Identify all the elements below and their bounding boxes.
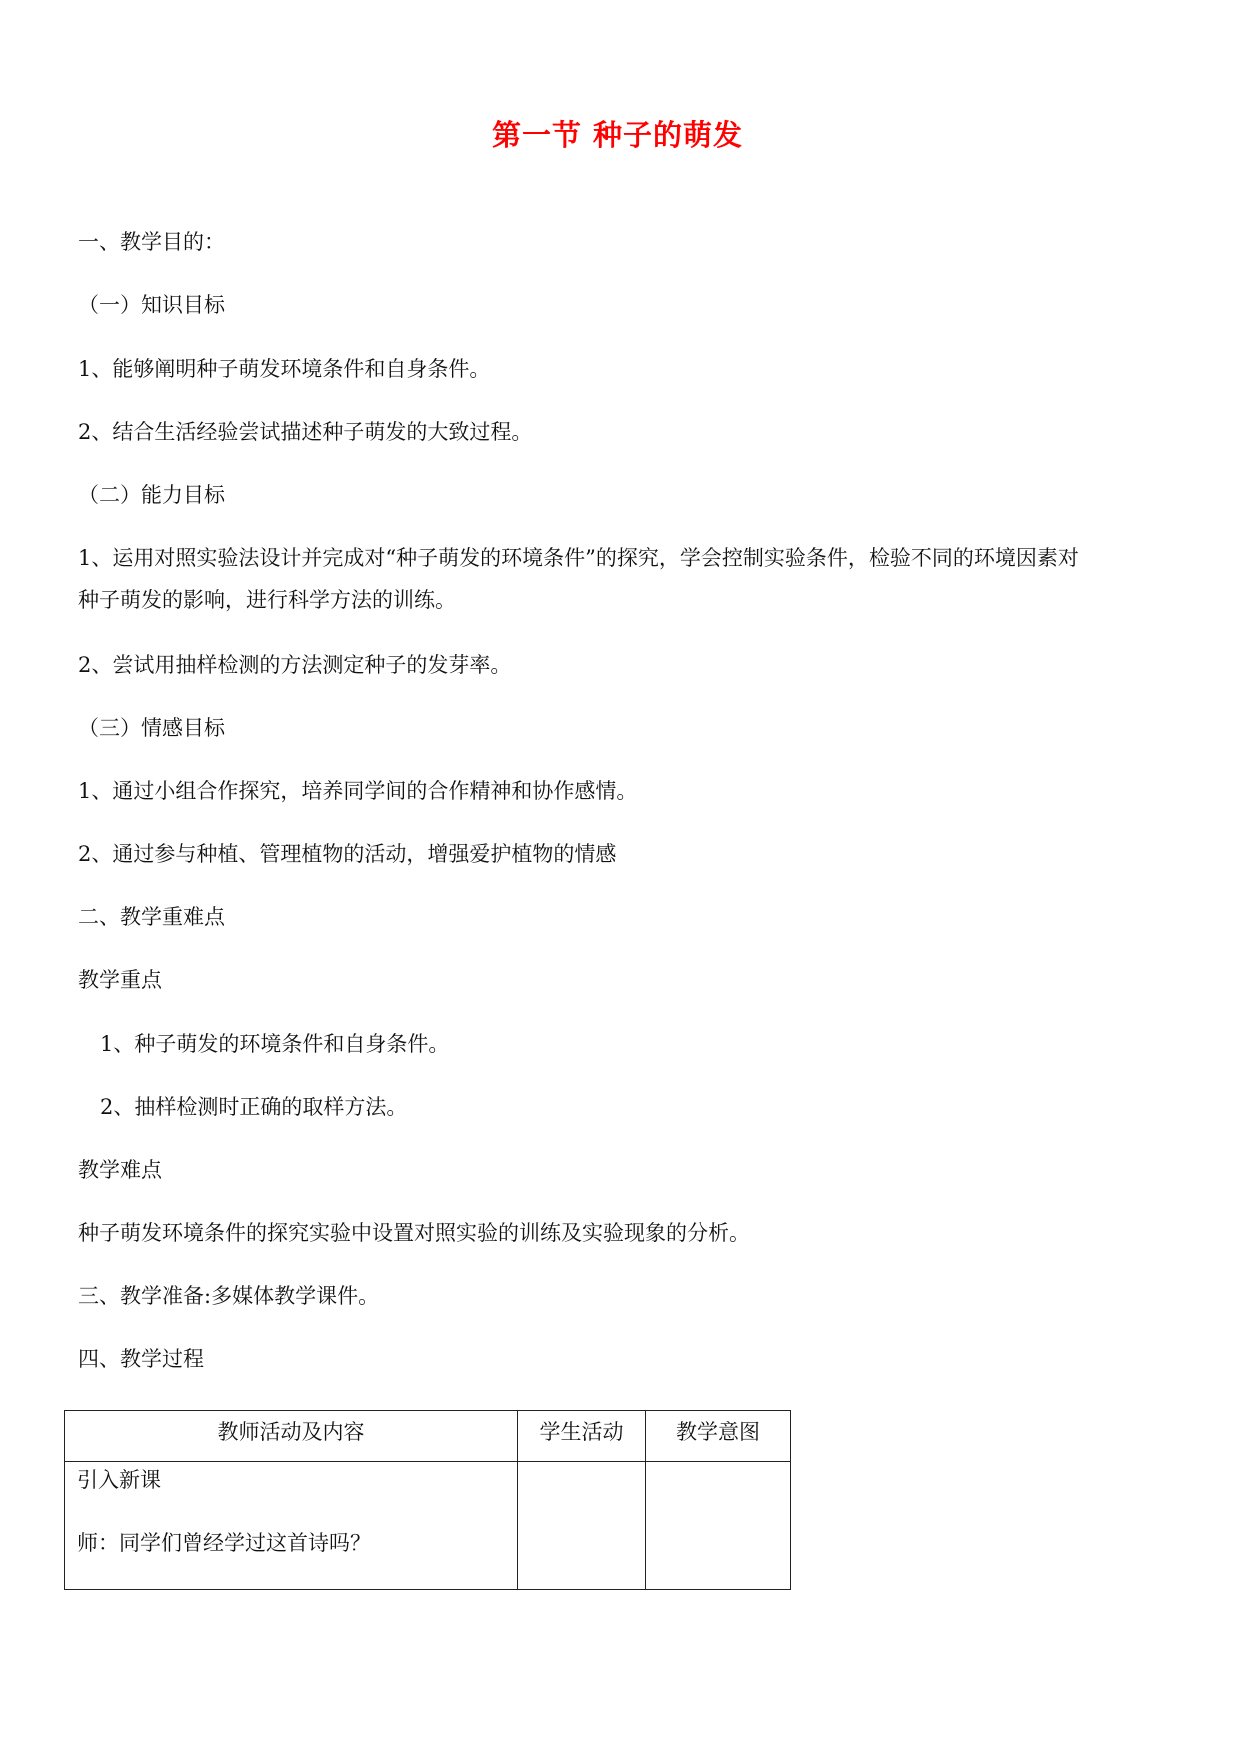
cell-student-activity bbox=[518, 1462, 646, 1590]
header-teaching-intent: 教学意图 bbox=[646, 1411, 791, 1462]
cell-teaching-intent bbox=[646, 1462, 791, 1590]
page-title: 第一节 种子的萌发 bbox=[491, 118, 744, 152]
ability-item-1-line-1: 1、运用对照实验法设计并完成对“种子萌发的环境条件”的探究，学会控制实验条件，检验不同的环境因素对 bbox=[78, 546, 1079, 570]
subheading-key: 教学重点 bbox=[78, 968, 162, 992]
subheading-knowledge: （一）知识目标 bbox=[78, 293, 225, 317]
emotion-item-2: 2、通过参与种植、管理植物的活动，增强爱护植物的情感 bbox=[78, 842, 617, 866]
ability-item-2: 2、尝试用抽样检测的方法测定种子的发芽率。 bbox=[78, 653, 512, 677]
section-heading-preparation: 三、教学准备:多媒体教学课件。 bbox=[78, 1284, 380, 1308]
table-header-row bbox=[65, 1411, 791, 1462]
key-item-1: 1、种子萌发的环境条件和自身条件。 bbox=[100, 1032, 450, 1056]
difficult-text: 种子萌发环境条件的探究实验中设置对照实验的训练及实验现象的分析。 bbox=[78, 1221, 750, 1245]
knowledge-item-1: 1、能够阐明种子萌发环境条件和自身条件。 bbox=[78, 357, 491, 381]
emotion-item-1: 1、通过小组合作探究，培养同学间的合作精神和协作感情。 bbox=[78, 779, 638, 803]
teaching-process-table bbox=[64, 1410, 791, 1590]
knowledge-item-2: 2、结合生活经验尝试描述种子萌发的大致过程。 bbox=[78, 420, 533, 444]
key-item-2: 2、抽样检测时正确的取样方法。 bbox=[100, 1095, 408, 1119]
subheading-ability: （二）能力目标 bbox=[78, 483, 225, 507]
subheading-emotion: （三）情感目标 bbox=[78, 716, 225, 740]
teacher-line-1: 引入新课 bbox=[77, 1468, 161, 1492]
section-heading-objectives: 一、教学目的： bbox=[78, 230, 225, 254]
ability-item-1 bbox=[78, 537, 1158, 621]
ability-item-1-line-2: 种子萌发的影响，进行科学方法的训练。 bbox=[78, 588, 456, 612]
header-student-activity: 学生活动 bbox=[518, 1411, 646, 1462]
cell-teacher-activity bbox=[65, 1462, 518, 1590]
section-heading-key-points: 二、教学重难点 bbox=[78, 905, 225, 929]
section-heading-process: 四、教学过程 bbox=[78, 1347, 204, 1371]
header-teacher-activity: 教师活动及内容 bbox=[65, 1411, 518, 1462]
teacher-line-2: 师：同学们曾经学过这首诗吗？ bbox=[77, 1531, 371, 1555]
subheading-difficult: 教学难点 bbox=[78, 1158, 162, 1182]
table-row bbox=[65, 1462, 791, 1590]
